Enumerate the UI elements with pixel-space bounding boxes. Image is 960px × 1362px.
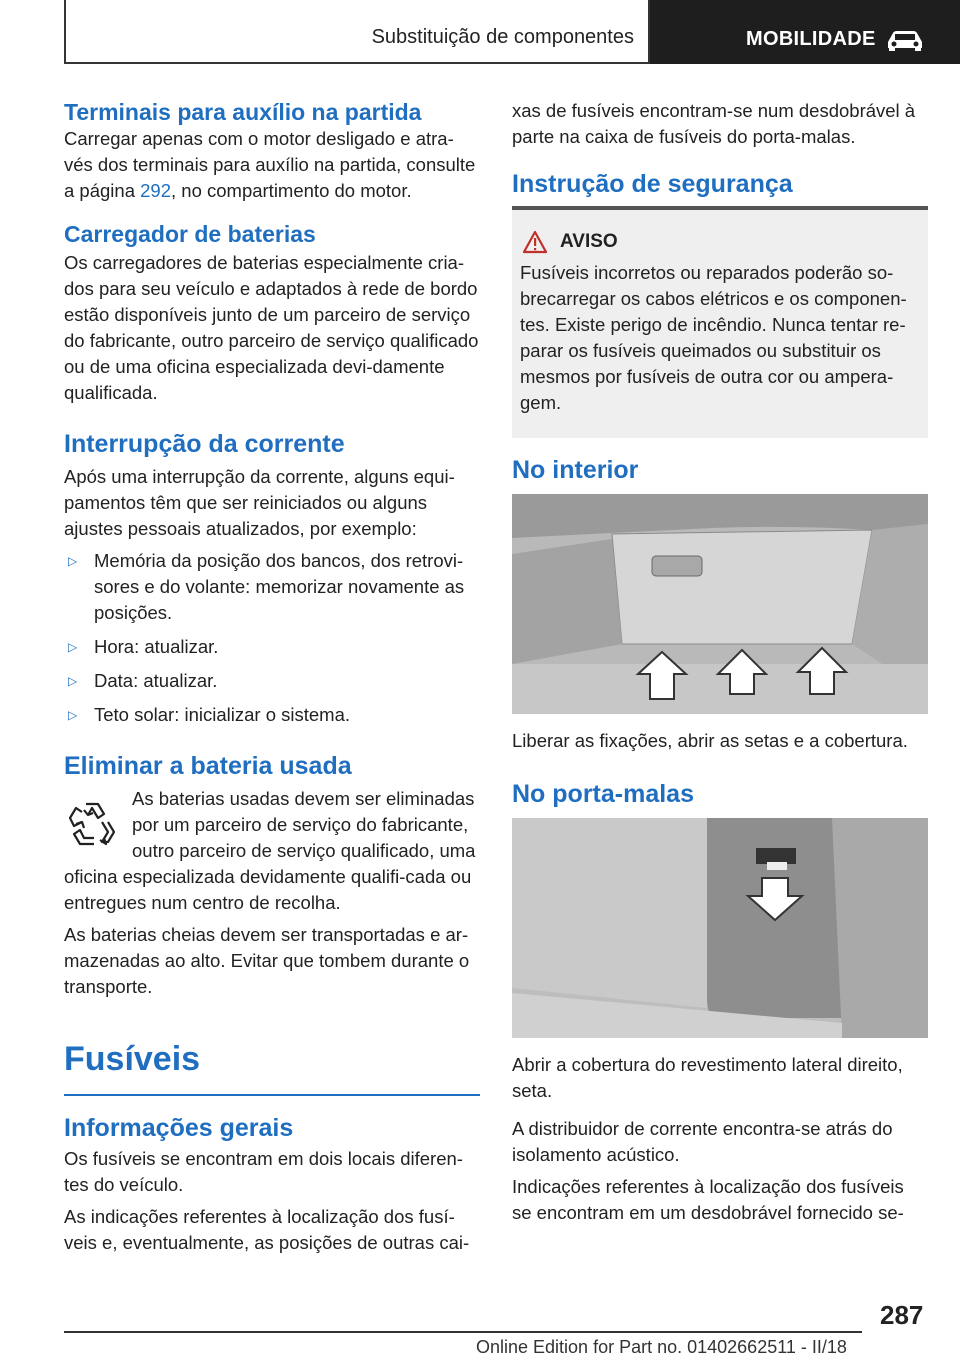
- caption-trunk: Abrir a cobertura do revestimento lateral direito, seta.: [512, 1054, 903, 1101]
- list-item: ▷ Memória da posição dos bancos, dos retrovi-sores e do volante: memorizar novamente as posições.: [68, 550, 465, 623]
- footer-edition: Online Edition for Part no. 01402662511 - II/18: [476, 1337, 847, 1357]
- list-item: ▷ Data: atualizar.: [64, 668, 480, 694]
- paragraph-charger: Os carregadores de baterias especialmente cria-dos para seu veículo e adaptados à rede de bordo estão disponíveis junto de um parceiro de serviço do fabricante, outro parceiro de serviço qualificado ou de uma oficina especializada devi-damente qualificada.: [64, 252, 479, 403]
- triangle-bullet-icon: ▷: [68, 674, 78, 688]
- header-section-title: Substituição de componentes: [371, 26, 634, 48]
- heading-dispose: Eliminar a bateria usada: [64, 752, 352, 780]
- page-link-292[interactable]: 292: [140, 180, 171, 201]
- list-item: ▷ Teto solar: inicializar o sistema.: [64, 702, 480, 728]
- trunk-photo: [512, 818, 928, 1038]
- triangle-bullet-icon: ▷: [68, 554, 78, 568]
- warning-box: [512, 206, 928, 438]
- paragraph-terminals: Carregar apenas com o motor desligado e atra-vés dos terminais para auxílio na partida, consulte a página 292, no compartimento do motor.: [64, 128, 476, 201]
- heading-charger: Carregador de baterias: [64, 221, 316, 247]
- triangle-bullet-icon: ▷: [68, 708, 78, 722]
- paragraph-continued: xas de fusíveis encontram-se num desdobrável à parte na caixa de fusíveis do porta-malas.: [512, 100, 916, 147]
- page-header: [0, 0, 960, 66]
- heading-safety: Instrução de segurança: [512, 170, 793, 198]
- footer-rule: [64, 1331, 862, 1333]
- interior-illustration: [512, 494, 928, 714]
- paragraph-distrib: A distribuidor de corrente encontra-se atrás do isolamento acústico.: [512, 1118, 893, 1165]
- caption-interior: Liberar as fixações, abrir as setas e a cobertura.: [512, 730, 908, 751]
- heading-rule: [64, 1094, 480, 1096]
- paragraph-general-1: Os fusíveis se encontram em dois locais diferen-tes do veículo.: [64, 1148, 463, 1195]
- heading-trunk: No porta-malas: [512, 780, 694, 808]
- heading-interrupt: Interrupção da corrente: [64, 430, 345, 458]
- bullet-list: [64, 548, 480, 728]
- interior-photo: [512, 494, 928, 714]
- header-section-box: [64, 0, 650, 64]
- paragraph-indic: Indicações referentes à localização dos fusíveis se encontram em um desdobrável fornecido se-: [512, 1176, 904, 1223]
- car-icon: [884, 28, 926, 52]
- list-item: ▷ Hora: atualizar.: [64, 634, 480, 660]
- paragraph-general-2: As indicações referentes à localização dos fusí-veis e, eventualmente, as posições de outras cai-: [64, 1206, 470, 1253]
- dispose-block: [64, 786, 480, 916]
- heading-terminals: Terminais para auxílio na partida: [64, 99, 422, 125]
- page-number: 287: [880, 1300, 924, 1330]
- trunk-illustration: [512, 818, 928, 1038]
- heading-general: Informações gerais: [64, 1114, 294, 1142]
- warning-title: AVISO: [520, 230, 920, 254]
- header-chapter-title: MOBILIDADE: [746, 28, 876, 50]
- triangle-bullet-icon: ▷: [68, 640, 78, 654]
- warning-icon: [522, 230, 548, 254]
- paragraph-interrupt: Após uma interrupção da corrente, alguns equi-pamentos têm que ser reiniciados ou alguns ajustes pessoais atualizados, por exemplo:: [64, 466, 455, 539]
- heading-fuses: Fusíveis: [64, 1040, 201, 1078]
- paragraph-dispose-2: As baterias cheias devem ser transportadas e ar-mazenadas ao alto. Evitar que tombem durante o transporte.: [64, 924, 470, 997]
- heading-interior: No interior: [512, 456, 639, 484]
- header-chapter-box: [650, 0, 960, 64]
- left-column: [64, 98, 480, 1262]
- right-column: [512, 98, 928, 1232]
- warning-text: Fusíveis incorretos ou reparados poderão so-brecarregar os cabos elétricos e os componen-tes. Existe perigo de incêndio. Nunca tentar re-parar os fusíveis queimados ou substituir os mesmos por fusíveis de outra cor ou ampera-gem.: [520, 262, 907, 413]
- recycle-icon: [64, 796, 120, 852]
- paragraph-dispose: As baterias usadas devem ser eliminadas por um parceiro de serviço do fabricante, outro parceiro de serviço qualificado, uma oficina especializada devidamente qualifi-cada ou entregues num centro de recolha.: [64, 788, 476, 913]
